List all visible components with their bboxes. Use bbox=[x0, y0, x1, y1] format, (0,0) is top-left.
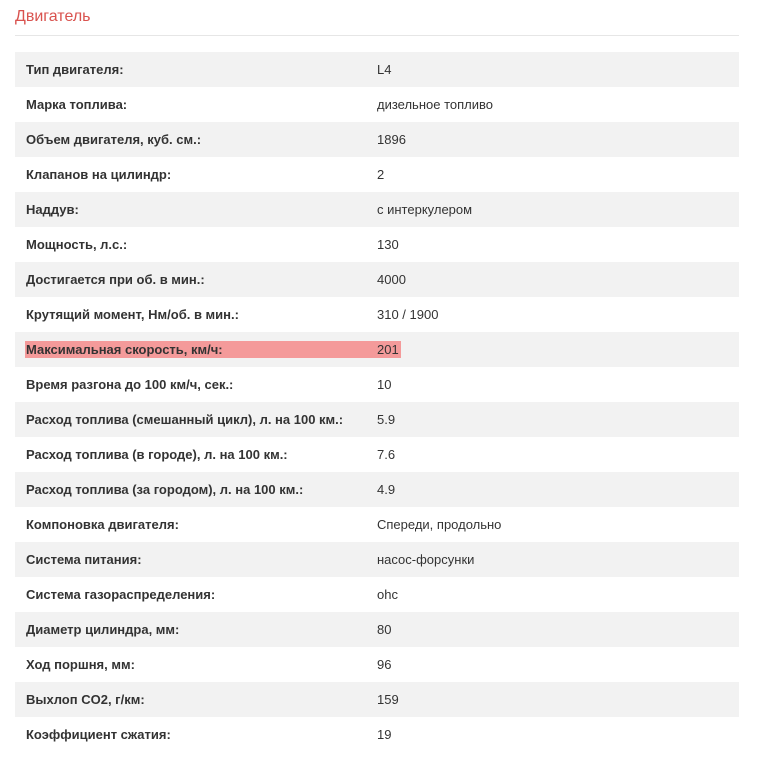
spec-label: Система питания: bbox=[26, 552, 142, 567]
spec-row bbox=[15, 262, 739, 297]
spec-label: Коэффициент сжатия: bbox=[26, 727, 171, 742]
spec-value: 10 bbox=[377, 377, 392, 392]
spec-label: Компоновка двигателя: bbox=[26, 517, 179, 532]
spec-label: Мощность, л.с.: bbox=[26, 237, 128, 252]
section-title: Двигатель bbox=[15, 8, 91, 25]
spec-value: 2 bbox=[377, 167, 385, 182]
spec-value: 159 bbox=[377, 692, 399, 707]
spec-row-highlighted bbox=[15, 332, 739, 367]
spec-label: Клапанов на цилиндр: bbox=[26, 167, 172, 182]
spec-row bbox=[15, 157, 739, 192]
spec-row bbox=[15, 472, 739, 507]
spec-label: Система газораспределения: bbox=[26, 587, 216, 602]
spec-row bbox=[15, 122, 739, 157]
spec-value: 7.6 bbox=[377, 447, 396, 462]
spec-value: 1896 bbox=[377, 132, 406, 147]
spec-value: L4 bbox=[377, 62, 392, 77]
spec-label: Выхлоп CO2, г/км: bbox=[26, 692, 145, 707]
spec-row bbox=[15, 507, 739, 542]
spec-value: 201 bbox=[377, 342, 399, 357]
spec-row bbox=[15, 647, 739, 682]
spec-row bbox=[15, 87, 739, 122]
spec-label: Максимальная скорость, км/ч: bbox=[26, 342, 223, 357]
spec-row bbox=[15, 367, 739, 402]
spec-row bbox=[15, 402, 739, 437]
spec-value: 80 bbox=[377, 622, 392, 637]
spec-value: 130 bbox=[377, 237, 399, 252]
spec-value: Спереди, продольно bbox=[377, 517, 502, 532]
spec-label: Крутящий момент, Нм/об. в мин.: bbox=[26, 307, 239, 322]
spec-label: Тип двигателя: bbox=[26, 62, 124, 77]
spec-label: Диаметр цилиндра, мм: bbox=[26, 622, 180, 637]
spec-label: Время разгона до 100 км/ч, сек.: bbox=[26, 377, 234, 392]
spec-value: с интеркулером bbox=[377, 202, 473, 217]
spec-label: Расход топлива (в городе), л. на 100 км.: bbox=[26, 447, 288, 462]
spec-value: дизельное топливо bbox=[377, 97, 493, 112]
spec-row bbox=[15, 717, 739, 752]
spec-label: Достигается при об. в мин.: bbox=[26, 272, 205, 287]
spec-label: Расход топлива (за городом), л. на 100 км.: bbox=[26, 482, 304, 497]
spec-row bbox=[15, 612, 739, 647]
spec-value: 19 bbox=[377, 727, 392, 742]
spec-row bbox=[15, 577, 739, 612]
spec-row bbox=[15, 437, 739, 472]
engine-spec-table bbox=[15, 52, 739, 752]
spec-row bbox=[15, 227, 739, 262]
spec-row bbox=[15, 192, 739, 227]
spec-value: 4000 bbox=[377, 272, 406, 287]
spec-value: 310 / 1900 bbox=[377, 307, 439, 322]
spec-label: Объем двигателя, куб. см.: bbox=[26, 132, 202, 147]
spec-label: Расход топлива (смешанный цикл), л. на 100 км.: bbox=[26, 412, 344, 427]
spec-label: Ход поршня, мм: bbox=[26, 657, 135, 672]
spec-label: Наддув: bbox=[26, 202, 79, 217]
spec-value: ohc bbox=[377, 587, 398, 602]
title-divider bbox=[15, 35, 739, 36]
spec-label: Марка топлива: bbox=[26, 97, 128, 112]
spec-row bbox=[15, 682, 739, 717]
spec-value: насос-форсунки bbox=[377, 552, 475, 567]
spec-value: 5.9 bbox=[377, 412, 396, 427]
spec-row bbox=[15, 542, 739, 577]
spec-row bbox=[15, 297, 739, 332]
spec-row bbox=[15, 52, 739, 87]
spec-value: 4.9 bbox=[377, 482, 396, 497]
spec-value: 96 bbox=[377, 657, 392, 672]
